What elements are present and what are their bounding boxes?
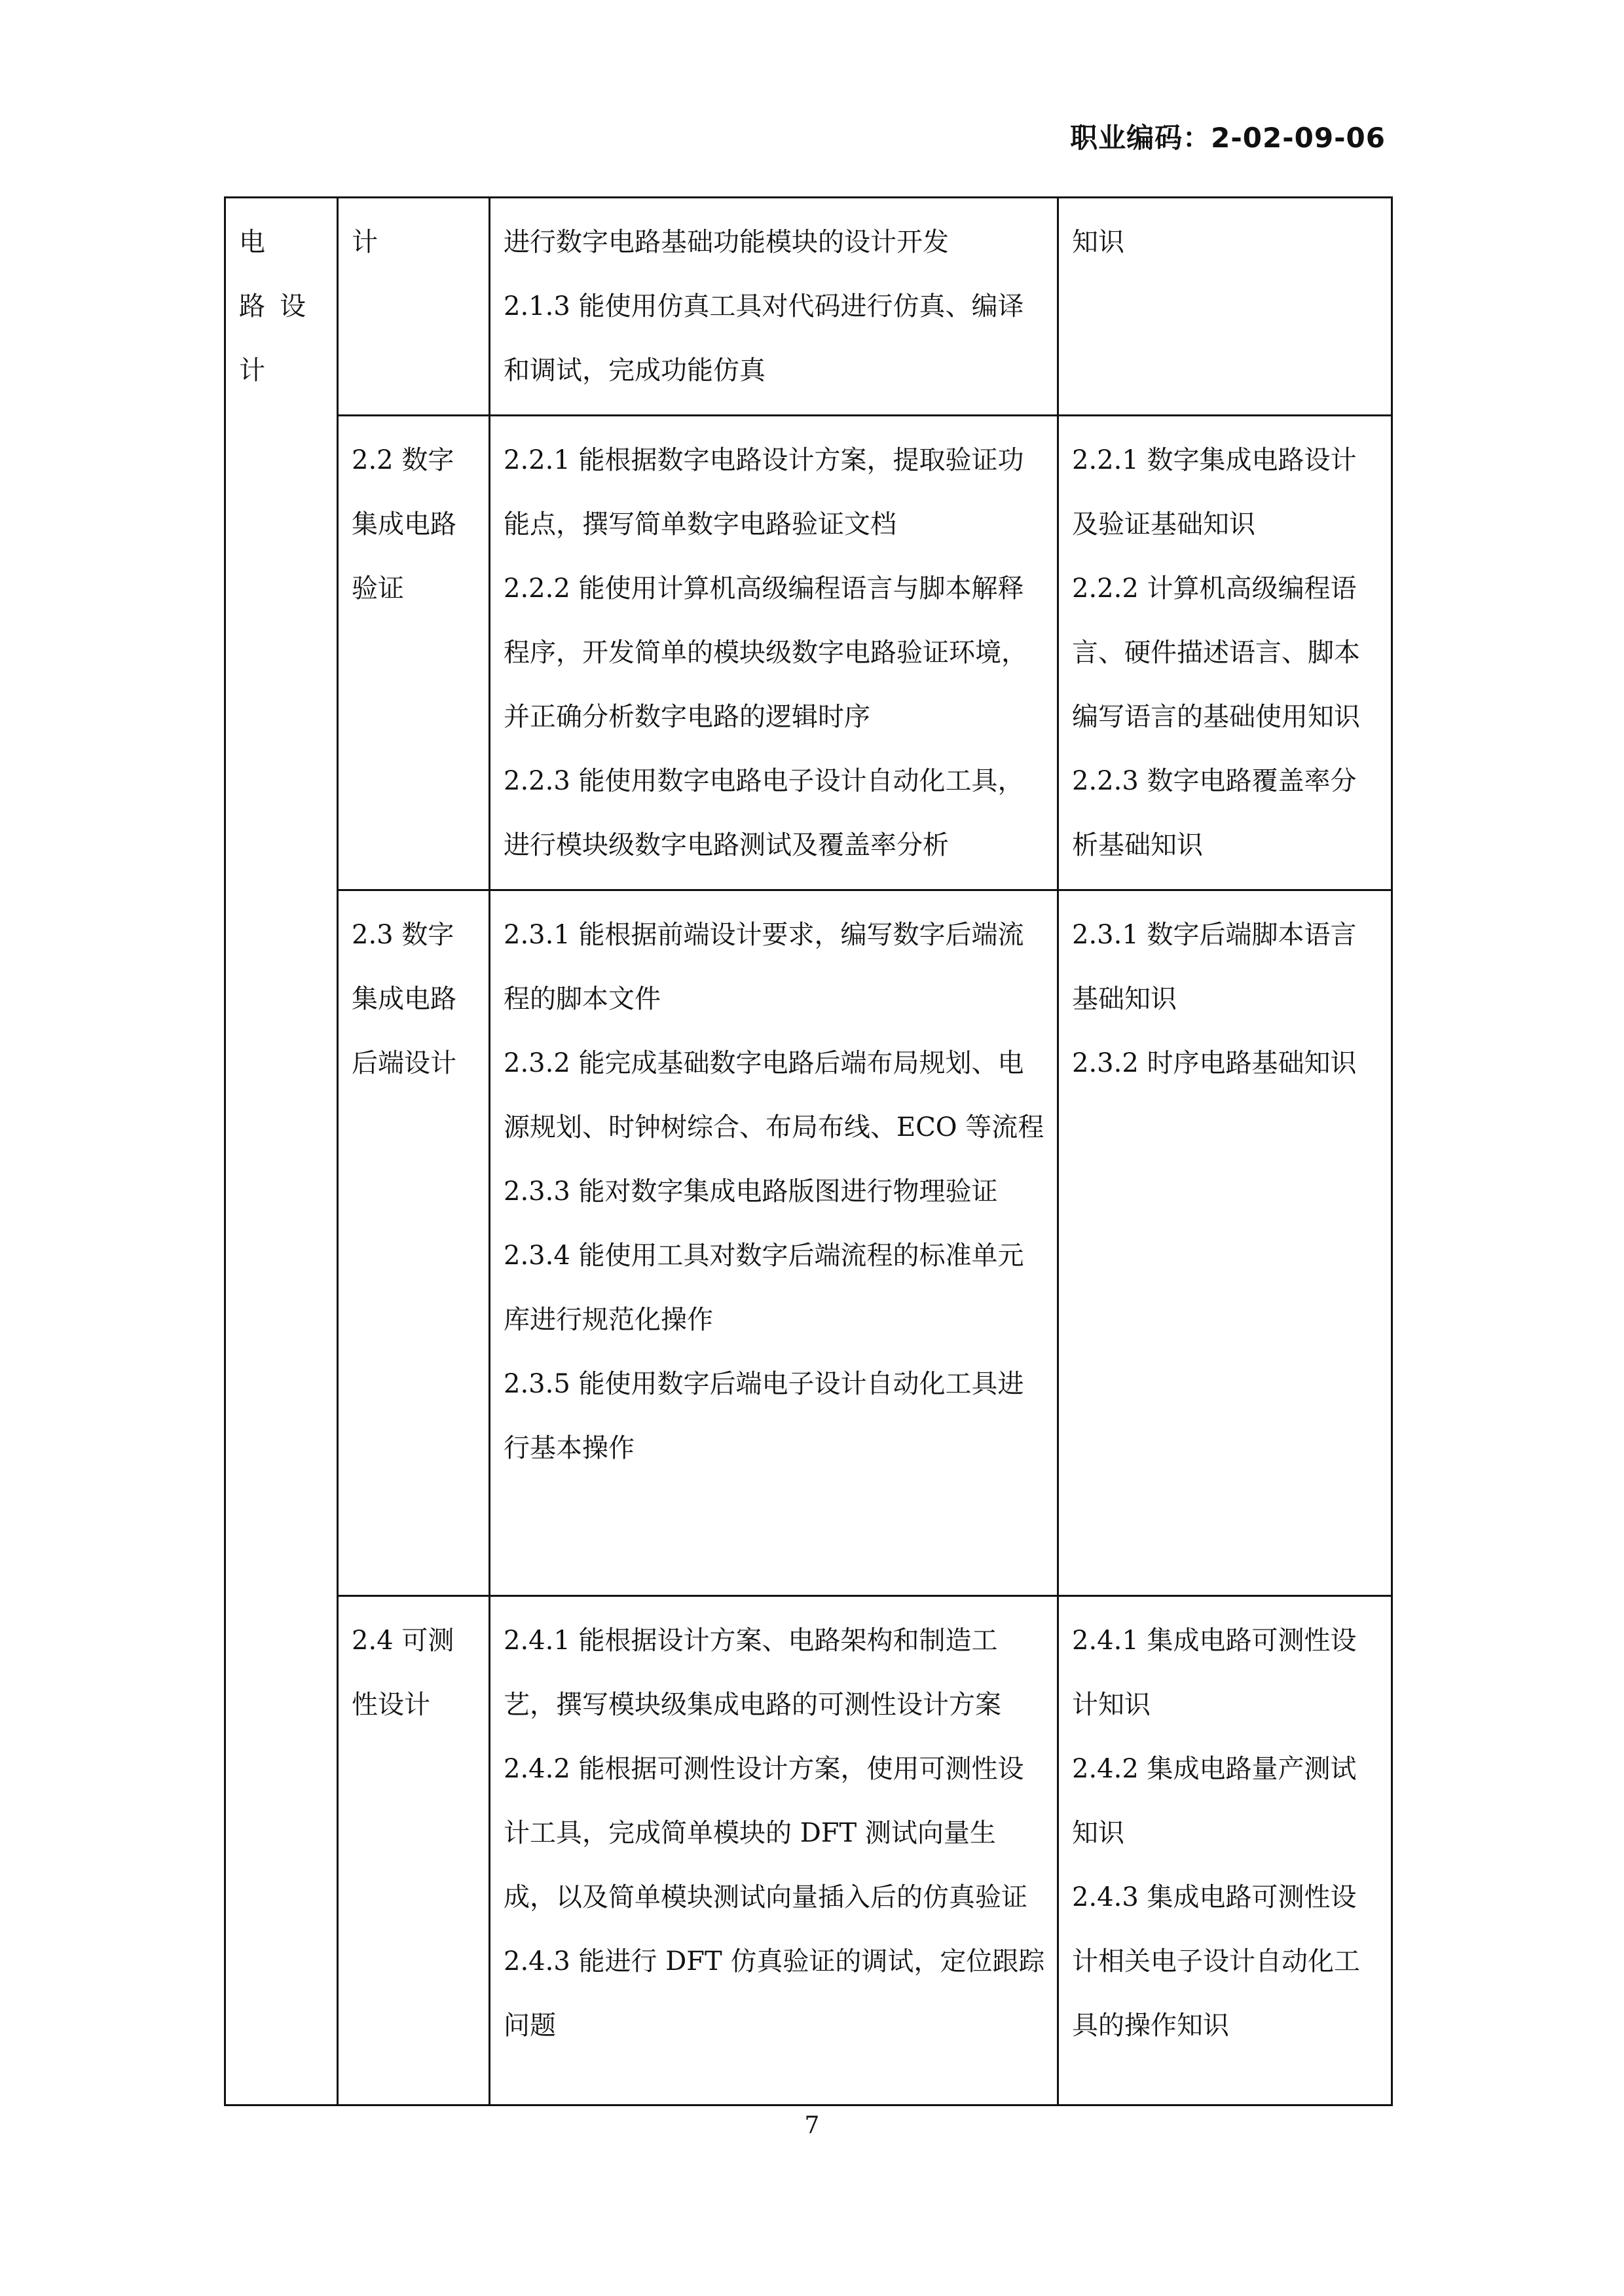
skill-item: 2.3.4 能使用工具对数字后端流程的标准单元库进行规范化操作 <box>504 1241 1024 1335</box>
skills-cell <box>490 1596 1058 2105</box>
skill-item: 2.4.3 能进行 DFT 仿真验证的调试，定位跟踪问题 <box>504 1946 1045 2041</box>
unit-label: 计 <box>352 227 378 257</box>
knowledge-item: 2.4.3 集成电路可测性设计相关电子设计自动化工具的操作知识 <box>1072 1882 1360 2041</box>
skills-cell <box>490 890 1058 1596</box>
knowledge-item: 2.2.1 数字集成电路设计及验证基础知识 <box>1072 445 1357 539</box>
unit-label: 2.4 可测性设计 <box>352 1626 454 1720</box>
unit-cell <box>338 416 490 890</box>
skill-requirements-table <box>224 196 1393 2106</box>
unit-label: 2.2 数字集成电路验证 <box>352 445 456 604</box>
skill-item: 2.1.3 能使用仿真工具对代码进行仿真、编译和调试，完成功能仿真 <box>504 291 1024 386</box>
skill-item: 2.3.2 能完成基础数字电路后端布局规划、电源规划、时钟树综合、布局布线、ECO 等流程 <box>504 1048 1044 1142</box>
category-label: 电 路设计 <box>239 227 320 386</box>
skill-item: 进行数字电路基础功能模块的设计开发 <box>504 227 949 257</box>
table-row <box>225 416 1392 890</box>
category-cell <box>225 198 338 2105</box>
table-row <box>225 1596 1392 2105</box>
skill-item: 2.4.2 能根据可测性设计方案，使用可测性设计工具，完成简单模块的 DFT 测试向量生成，以及简单模块测试向量插入后的仿真验证 <box>504 1754 1027 1912</box>
skill-item: 2.3.5 能使用数字后端电子设计自动化工具进行基本操作 <box>504 1369 1024 1463</box>
page-number: 7 <box>804 2112 820 2139</box>
knowledge-cell <box>1058 198 1392 416</box>
knowledge-cell <box>1058 416 1392 890</box>
skills-cell <box>490 416 1058 890</box>
skill-item: 2.2.2 能使用计算机高级编程语言与脚本解释程序，开发简单的模块级数字电路验证环境，并正确分析数字电路的逻辑时序 <box>504 574 1027 732</box>
unit-label: 2.3 数字集成电路后端设计 <box>352 920 456 1078</box>
skill-item: 2.3.3 能对数字集成电路版图进行物理验证 <box>504 1176 998 1207</box>
knowledge-item: 2.2.2 计算机高级编程语言、硬件描述语言、脚本编写语言的基础使用知识 <box>1072 574 1360 732</box>
knowledge-cell <box>1058 1596 1392 2105</box>
occupation-code: 职业编码：2-02-09-06 <box>1070 122 1386 154</box>
knowledge-item: 2.2.3 数字电路覆盖率分析基础知识 <box>1072 766 1357 860</box>
skills-cell <box>490 198 1058 416</box>
skill-item: 2.4.1 能根据设计方案、电路架构和制造工艺，撰写模块级集成电路的可测性设计方案 <box>504 1626 1001 1720</box>
knowledge-item: 知识 <box>1072 227 1124 257</box>
unit-cell <box>338 198 490 416</box>
knowledge-item: 2.3.1 数字后端脚本语言基础知识 <box>1072 920 1357 1014</box>
knowledge-cell <box>1058 890 1392 1596</box>
table-row <box>225 198 1392 416</box>
unit-cell <box>338 890 490 1596</box>
knowledge-item: 2.3.2 时序电路基础知识 <box>1072 1048 1357 1078</box>
skill-item: 2.2.3 能使用数字电路电子设计自动化工具，进行模块级数字电路测试及覆盖率分析 <box>504 766 1024 860</box>
table-row <box>225 890 1392 1596</box>
skill-item: 2.2.1 能根据数字电路设计方案，提取验证功能点，撰写简单数字电路验证文档 <box>504 445 1024 539</box>
knowledge-item: 2.4.1 集成电路可测性设计知识 <box>1072 1626 1357 1720</box>
unit-cell <box>338 1596 490 2105</box>
knowledge-item: 2.4.2 集成电路量产测试知识 <box>1072 1754 1357 1848</box>
skill-item: 2.3.1 能根据前端设计要求，编写数字后端流程的脚本文件 <box>504 920 1024 1014</box>
